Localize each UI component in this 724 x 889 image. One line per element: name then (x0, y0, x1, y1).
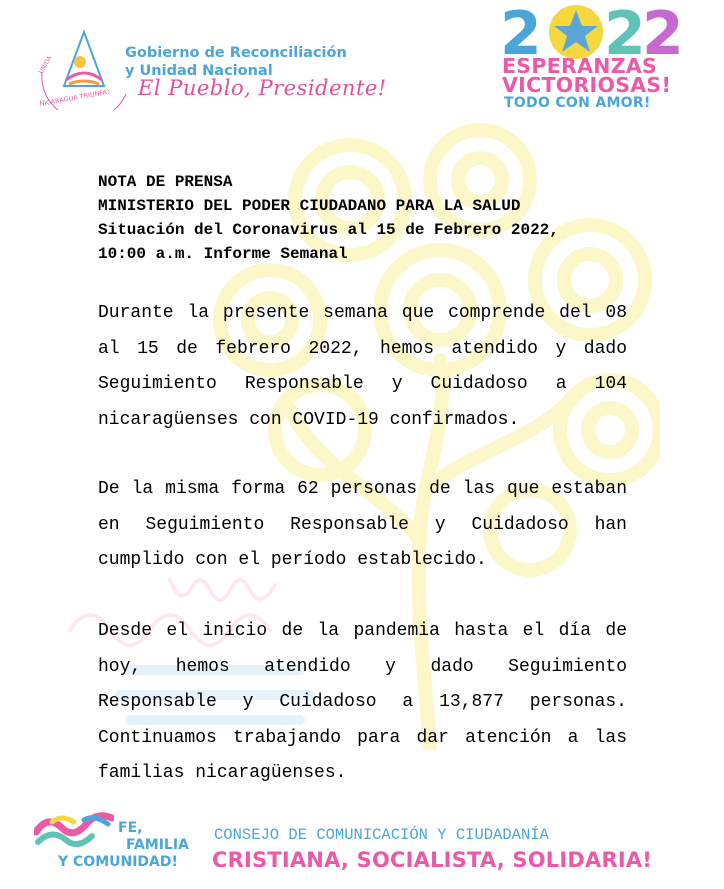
year-digit-2a: 2 (500, 2, 542, 60)
title-line: MINISTERIO DEL PODER CIUDADANO PARA LA SALUD (98, 197, 521, 215)
government-name (125, 44, 347, 80)
footer-motto: CRISTIANA, SOCIALISTA, SOLIDARIA! (212, 848, 653, 872)
year-digit-2b: 2 (604, 2, 646, 60)
campaign-line3: TODO CON AMOR! (504, 95, 651, 111)
footer-ffc-line2: FAMILIA (126, 837, 189, 853)
footer-council-name: CONSEJO DE COMUNICACIÓN Y CIUDADANÍA (214, 826, 549, 844)
title-line: NOTA DE PRENSA (98, 173, 233, 191)
campaign-line1: ESPERANZAS (502, 54, 658, 78)
campaign-line2: VICTORIOSAS! (502, 73, 672, 97)
year-2022-logo (500, 2, 684, 60)
logo-arc-top-text: UNIDA (37, 54, 54, 75)
title-line: 10:00 a.m. Informe Semanal (98, 245, 348, 263)
government-name-line1: Gobierno de Reconciliación (125, 45, 347, 61)
government-name-line2: y Unidad Nacional (125, 63, 273, 79)
family-ribbon-icon (34, 812, 114, 848)
body-paragraph-2: De la misma forma 62 personas de las que estaban en Seguimiento Responsable y Cuidadoso han cumplido con el período establecido. (98, 479, 627, 570)
body-paragraph-1: Durante la presente semana que comprende del 08 al 15 de febrero 2022, hemos atendido y dado Seguimiento Responsable y Cuidadoso a 104 nicaragüenses con COVID-19 confirmados. (98, 303, 627, 430)
year-digit-2c: 2 (642, 2, 684, 60)
footer-ffc-line3: Y COMUNIDAD! (58, 854, 178, 870)
press-release-title (98, 170, 559, 266)
logo-arc-bottom-text: NICARAGUA TRIUNFA! (38, 87, 111, 108)
footer-ffc-line1: FE, (118, 820, 143, 836)
body-paragraph-3: Desde el inicio de la pandemia hasta el día de hoy, hemos atendido y dado Seguimiento Responsable y Cuidadoso a 13,877 personas. Continuamos trabajando para dar atención a las familias nicaragüenses. (98, 621, 627, 783)
government-emblem-icon (36, 28, 132, 110)
government-slogan: El Pueblo, Presidente! (138, 76, 387, 100)
title-line: Situación del Coronavirus al 15 de Febrero 2022, (98, 221, 559, 239)
